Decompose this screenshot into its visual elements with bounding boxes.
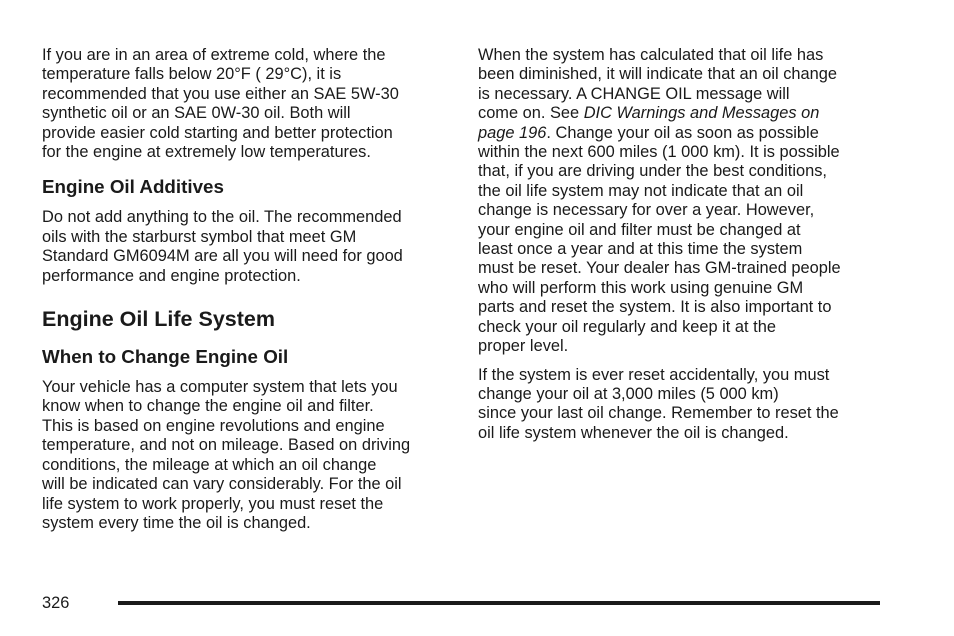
footer-rule — [118, 601, 880, 605]
text-line: performance and engine protection. — [42, 266, 301, 285]
text-line: This is based on engine revolutions and engine — [42, 416, 385, 435]
text-line: proper level. — [478, 337, 569, 356]
ref-suffix: . Change your oil as soon as possible — [546, 123, 819, 142]
text-line: conditions, the mileage at which an oil change — [42, 455, 377, 474]
ref-prefix: come on. See — [478, 104, 584, 123]
text-line: When the system has calculated that oil life has — [478, 46, 824, 64]
text-line: that, if you are driving under the best conditions, — [478, 162, 827, 181]
left-column — [42, 46, 452, 533]
text-line: recommended that you use either an SAE 5W-30 — [42, 84, 399, 103]
text-line: least once a year and at this time the system — [478, 240, 803, 259]
text-line: change is necessary for over a year. However, — [478, 201, 815, 220]
text-line: provide easier cold starting and better protection — [42, 123, 393, 142]
when-to-change-heading: When to Change Engine Oil — [42, 346, 289, 368]
right-column — [478, 46, 883, 443]
text-line: will be indicated can vary considerably. For the oil — [42, 475, 402, 494]
accidental-reset-paragraph — [478, 366, 883, 444]
text-line: parts and reset the system. It is also important to — [478, 298, 832, 317]
page-reference-link[interactable]: page 196 — [478, 123, 547, 142]
text-line: your engine oil and filter must be changed at — [478, 220, 801, 239]
page-number: 326 — [42, 594, 70, 612]
additives-paragraph — [42, 208, 452, 286]
text-line: oils with the starburst symbol that meet GM — [42, 227, 357, 246]
text-line — [478, 104, 883, 123]
text-line: system every time the oil is changed. — [42, 513, 311, 532]
text-line — [478, 124, 883, 143]
cold-weather-paragraph — [42, 46, 452, 162]
text-line: temperature, and not on mileage. Based on driving — [42, 436, 411, 455]
text-line: If the system is ever reset accidentally, you must — [478, 365, 830, 384]
oil-change-indicator-paragraph — [478, 46, 883, 357]
text-line: been diminished, it will indicate that an oil change — [478, 65, 837, 84]
oil-life-system-heading: Engine Oil Life System — [42, 307, 275, 332]
dic-warnings-reference-link[interactable]: DIC Warnings and Messages on — [583, 104, 820, 123]
text-line: oil life system whenever the oil is changed. — [478, 423, 789, 442]
text-line: temperature falls below 20°F ( 29°C), it is — [42, 65, 342, 84]
text-line: life system to work properly, you must reset the — [42, 494, 384, 513]
text-line: must be reset. Your dealer has GM-trained people — [478, 259, 841, 278]
text-line: check your oil regularly and keep it at the — [478, 317, 776, 336]
text-line: since your last oil change. Remember to reset the — [478, 404, 839, 423]
text-line: Do not add anything to the oil. The recommended — [42, 208, 402, 227]
text-line: change your oil at 3,000 miles (5 000 km) — [478, 384, 779, 403]
text-line: Your vehicle has a computer system that lets you — [42, 378, 398, 397]
when-to-change-paragraph — [42, 378, 452, 533]
text-line: within the next 600 miles (1 000 km). It is possible — [478, 143, 840, 162]
text-line: the oil life system may not indicate that an oil — [478, 181, 804, 200]
text-line: is necessary. A CHANGE OIL message will — [478, 84, 790, 103]
text-line: know when to change the engine oil and filter. — [42, 397, 374, 416]
text-line: synthetic oil or an SAE 0W-30 oil. Both will — [42, 104, 351, 123]
additives-heading: Engine Oil Additives — [42, 176, 224, 198]
text-line: If you are in an area of extreme cold, where the — [42, 46, 386, 64]
text-line: for the engine at extremely low temperatures. — [42, 143, 371, 162]
text-line: who will perform this work using genuine GM — [478, 278, 804, 297]
text-line: Standard GM6094M are all you will need for good — [42, 247, 403, 266]
